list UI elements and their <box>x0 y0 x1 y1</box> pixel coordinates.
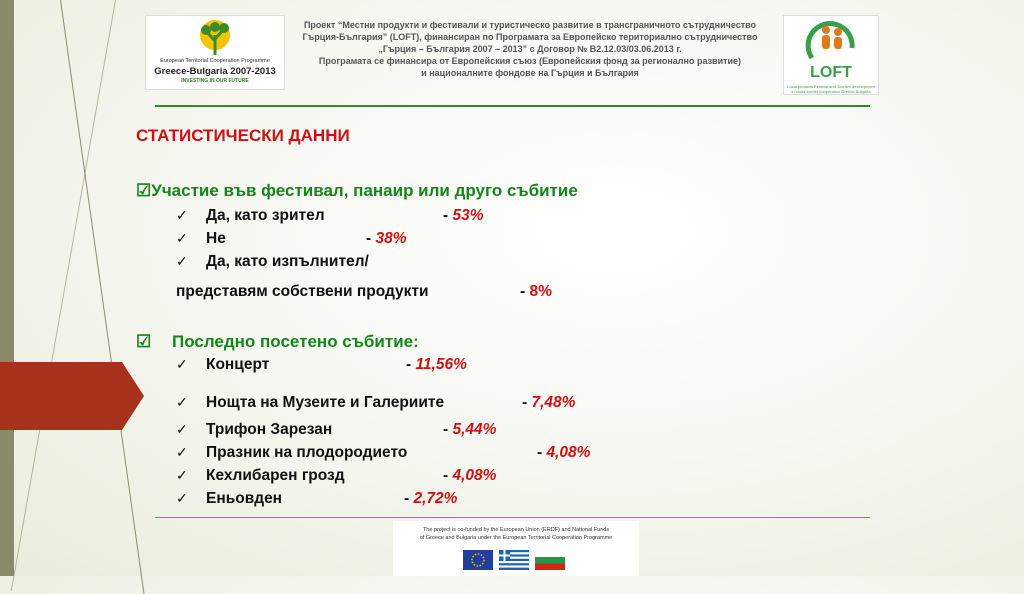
logo-left-line2: Greece-Bulgaria 2007-2013 <box>154 66 276 77</box>
header-divider <box>155 105 870 107</box>
list-item-value: - 2,72% <box>404 490 458 507</box>
section2-heading-mark: ☑ <box>136 332 152 351</box>
list-item-label: Да, като изпълнител/ <box>206 253 369 270</box>
etcp-logo <box>145 15 285 90</box>
list-item-label: Да, като зрител <box>206 207 325 224</box>
people-icon <box>802 18 862 64</box>
footer-divider <box>155 517 870 518</box>
check-icon: ✓ <box>176 444 188 460</box>
list-item-label: Кехлибарен грозд <box>206 467 345 484</box>
header-line: „Гърция – България 2007 – 2013” с Договор № B2.12.03/03.06.2013 г. <box>378 44 682 54</box>
list-item-label: Концерт <box>206 356 270 373</box>
greece-flag-icon <box>499 550 529 570</box>
check-icon: ✓ <box>176 490 188 506</box>
loft-wordmark: LOFT <box>810 64 852 81</box>
red-accent-arrow <box>0 362 122 430</box>
header-line: и националните фондове на Гърция и България <box>421 68 639 78</box>
list-item-value: - 7,48% <box>522 394 576 411</box>
left-decorative-bar <box>0 0 14 576</box>
logo-left-line1: European Territorial Cooperation Programme <box>160 58 270 64</box>
check-icon: ✓ <box>176 421 188 437</box>
list-item-label: Нощта на Музеите и Галериите <box>206 394 445 411</box>
list-item-value: - 5,44% <box>443 421 497 438</box>
header-line: Програмата се финансира от Европейския съюз (Европейския фонд за регионално развитие) <box>318 56 742 66</box>
list-item-label: Празник на плодородието <box>206 444 408 461</box>
list-item-label: Трифон Зарезан <box>206 421 333 438</box>
eu-flag-icon <box>463 550 493 570</box>
list-item-value: - 4,08% <box>537 444 591 461</box>
footer-line: of Greece and Bulgaria under the European Territorial Cooperation Programme <box>419 534 613 541</box>
footer-banner <box>393 521 639 576</box>
header-line: Проект “Местни продукти и фестивали и туристическо развитие в трансграничното сътрудничество <box>303 20 757 30</box>
check-icon: ✓ <box>176 253 188 269</box>
bulgaria-flag-icon <box>535 550 565 570</box>
decorative-line <box>60 0 144 594</box>
section2-heading: Последно посетено събитие: <box>172 332 419 351</box>
footer-text <box>393 527 639 542</box>
page-title: СТАТИСТИЧЕСКИ ДАННИ <box>136 126 350 145</box>
check-icon: ✓ <box>176 394 188 410</box>
list-item-value: - 38% <box>366 230 407 247</box>
loft-subtitle: Local products Festival and Tourism development in cross-border cooperation Greece-Bulgaria <box>787 84 875 94</box>
project-header <box>295 19 765 79</box>
list-item-label: Еньовден <box>206 490 283 507</box>
logo-left-line3: INVESTING IN OUR FUTURE <box>181 78 249 84</box>
list-item-value: - 8% <box>520 283 552 300</box>
list-item-label: Не <box>206 230 226 247</box>
list-item-value: - 11,56% <box>406 356 467 373</box>
check-icon: ✓ <box>176 356 188 372</box>
decorative-line <box>11 0 116 591</box>
footer-line: The project is co-funded by the European Union (ERDF) and National Funds <box>422 527 610 533</box>
check-icon: ✓ <box>176 207 188 223</box>
check-icon: ✓ <box>176 467 188 483</box>
list-item-value: - 53% <box>443 207 484 224</box>
loft-logo <box>783 15 879 95</box>
header-line: Гърция-България” (LOFT), финансиран по Програмата за Европейско териториално сътрудничество <box>302 32 758 42</box>
check-icon: ✓ <box>176 230 188 246</box>
section1-heading: ☑Участие във фестивал, панаир или друго събитие <box>136 181 578 200</box>
tree-icon <box>188 19 242 57</box>
list-item-value: - 4,08% <box>443 467 497 484</box>
list-item-continuation: представям собствени продукти <box>176 283 429 300</box>
